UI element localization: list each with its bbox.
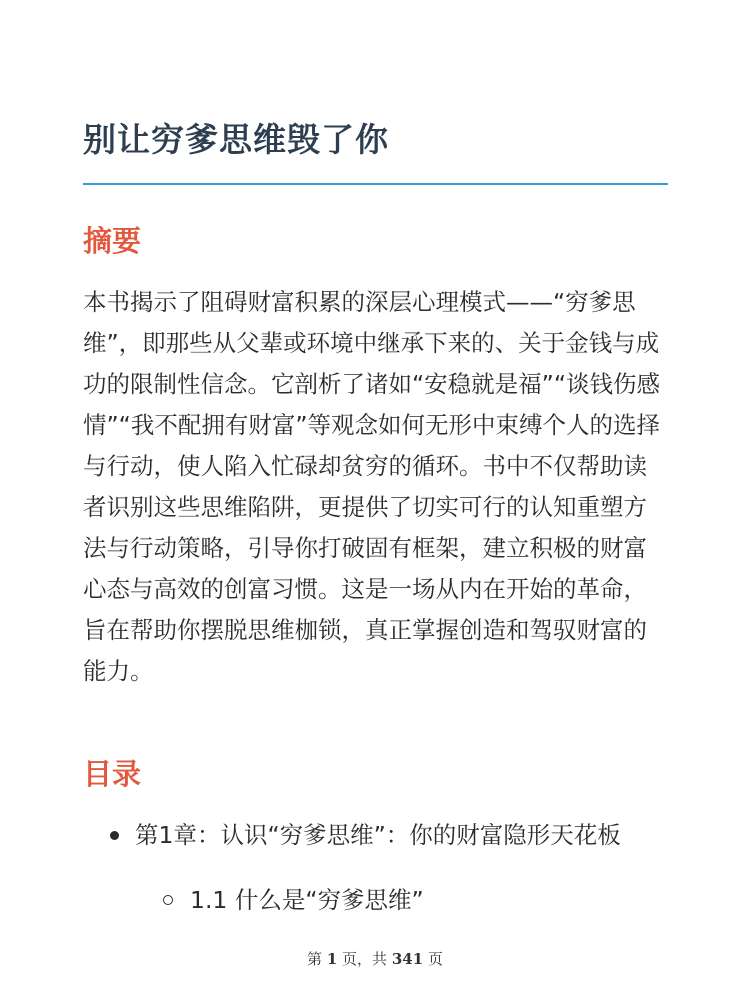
toc-heading: 目录 [83,757,142,791]
footer-middle: 页，共 [342,950,388,968]
bullet-icon [110,831,119,840]
toc-section-item[interactable] [83,880,668,921]
footer-prefix: 第 [307,950,323,968]
summary-heading: 摘要 [83,224,142,258]
current-page-number: 1 [326,950,338,968]
toc-chapter-label: 第1章：认识“穷爹思维”：你的财富隐形天花板 [135,821,621,849]
hollow-bullet-icon [163,895,173,905]
toc-list [83,815,668,921]
document-page [83,0,668,1000]
total-page-count: 341 [391,950,424,968]
document-title: 别让穷爹思维毁了你 [83,120,389,159]
summary-paragraph: 本书揭示了阻碍财富积累的深层心理模式——“穷爹思维”，即那些从父辈或环境中继承下来的、关于金钱与成功的限制性信念。它剖析了诸如“安稳就是福”“谈钱伤感情”“我不配拥有财富”等观念如何无形中束缚个人的选择与行动，使人陷入忙碌却贫穷的循环。书中不仅帮助读者识别这些思维陷阱，更提供了切实可行的认知重塑方法与行动策略，引导你打破固有框架，建立积极的财富心态与高效的创富习惯。这是一场从内在开始的革命，旨在帮助你摆脱思维枷锁，真正掌握创造和驾驭财富的能力。 [83,288,661,685]
page-footer [0,948,750,970]
toc-chapter-item[interactable] [83,815,668,856]
title-divider [83,183,668,185]
footer-suffix: 页 [427,950,443,968]
toc-section-label: 1.1 什么是“穷爹思维” [190,886,424,914]
